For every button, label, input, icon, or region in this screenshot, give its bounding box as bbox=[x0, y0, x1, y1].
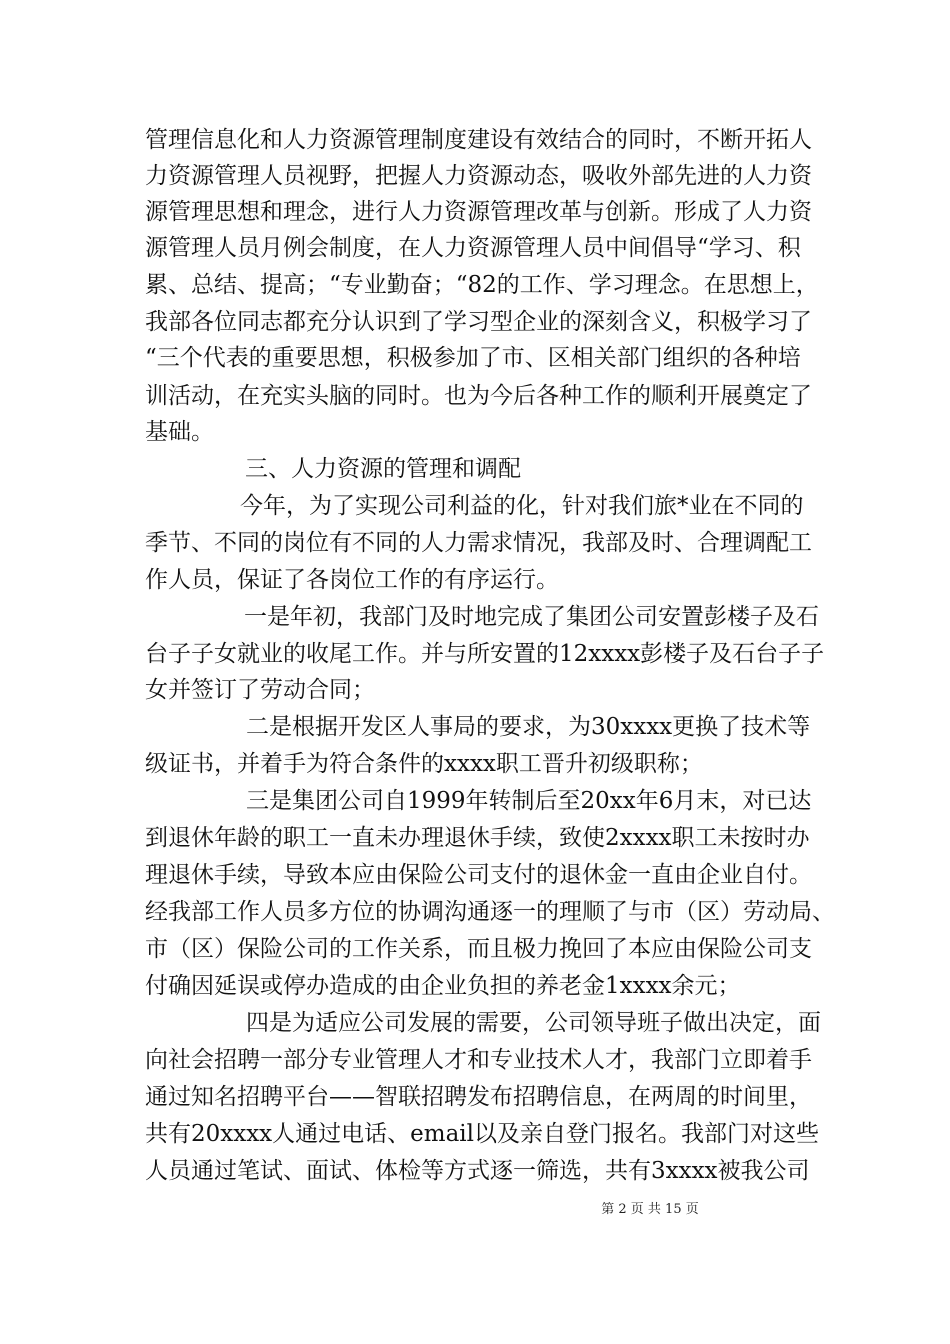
body-line: 源管理人员月例会制度，在人力资源管理人员中间倡导“学习、积 bbox=[145, 235, 801, 261]
body-line: 训活动，在充实头脑的同时。也为今后各种工作的顺利开展奠定了 bbox=[145, 383, 812, 409]
body-line: 共有20xxxx人通过电话、email以及亲自登门报名。我部门对这些 bbox=[145, 1121, 819, 1147]
body-line: 台子子女就业的收尾工作。并与所安置的12xxxx彭楼子及石台子子 bbox=[145, 641, 825, 667]
body-line: 我部各位同志都充分认识到了学习型企业的深刻含义，积极学习了 bbox=[145, 309, 812, 335]
body-line: 今年，为了实现公司利益的化，针对我们旅*业在不同的 bbox=[240, 493, 804, 519]
page-footer bbox=[0, 1202, 950, 1218]
section-heading: 三、人力资源的管理和调配 bbox=[245, 456, 521, 482]
body-line: 女并签订了劳动合同； bbox=[145, 677, 375, 703]
body-line: 四是为适应公司发展的需要，公司领导班子做出决定，面 bbox=[246, 1010, 821, 1036]
body-line: 管理信息化和人力资源管理制度建设有效结合的同时，不断开拓人 bbox=[145, 127, 812, 153]
body-line: 累、总结、提高；“专业勤奋；“82的工作、学习理念。在思想上， bbox=[145, 272, 819, 298]
body-line: 通过知名招聘平台——智联招聘发布招聘信息，在两周的时间里， bbox=[145, 1084, 812, 1110]
page-number: 第 2 页 共 15 页 bbox=[601, 1202, 699, 1217]
body-line: 源管理思想和理念，进行人力资源管理改革与创新。形成了人力资 bbox=[145, 199, 812, 225]
body-line: 级证书，并着手为符合条件的xxxx职工晋升初级职称； bbox=[145, 751, 703, 777]
body-line: 力资源管理人员视野，把握人力资源动态，吸收外部先进的人力资 bbox=[145, 163, 812, 189]
body-line: 市（区）保险公司的工作关系，而且极力挽回了本应由保险公司支 bbox=[145, 936, 812, 962]
body-line: “三个代表的重要思想，积极参加了市、区相关部门组织的各种培 bbox=[145, 345, 801, 371]
body-line: 付确因延误或停办造成的由企业负担的养老金1xxxx余元； bbox=[145, 973, 741, 999]
body-line: 季节、不同的岗位有不同的人力需求情况，我部及时、合理调配工 bbox=[145, 530, 812, 556]
body-line: 三是集团公司自1999年转制后至20xx年6月末，对已达 bbox=[246, 788, 812, 814]
body-line: 基础。 bbox=[145, 419, 214, 445]
body-line: 到退休年龄的职工一直未办理退休手续，致使2xxxx职工未按时办 bbox=[145, 825, 810, 851]
body-line: 经我部工作人员多方位的协调沟通逐一的理顺了与市（区）劳动局、 bbox=[145, 899, 835, 925]
body-line: 一是年初，我部门及时地完成了集团公司安置彭楼子及石 bbox=[244, 604, 819, 630]
body-line: 理退休手续，导致本应由保险公司支付的退休金一直由企业自付。 bbox=[145, 862, 812, 888]
body-line: 二是根据开发区人事局的要求，为30xxxx更换了技术等 bbox=[246, 714, 811, 740]
body-line: 向社会招聘一部分专业管理人才和专业技术人才，我部门立即着手 bbox=[145, 1047, 812, 1073]
body-line: 人员通过笔试、面试、体检等方式逐一筛选，共有3xxxx被我公司 bbox=[145, 1158, 810, 1184]
body-line: 作人员，保证了各岗位工作的有序运行。 bbox=[145, 567, 559, 593]
